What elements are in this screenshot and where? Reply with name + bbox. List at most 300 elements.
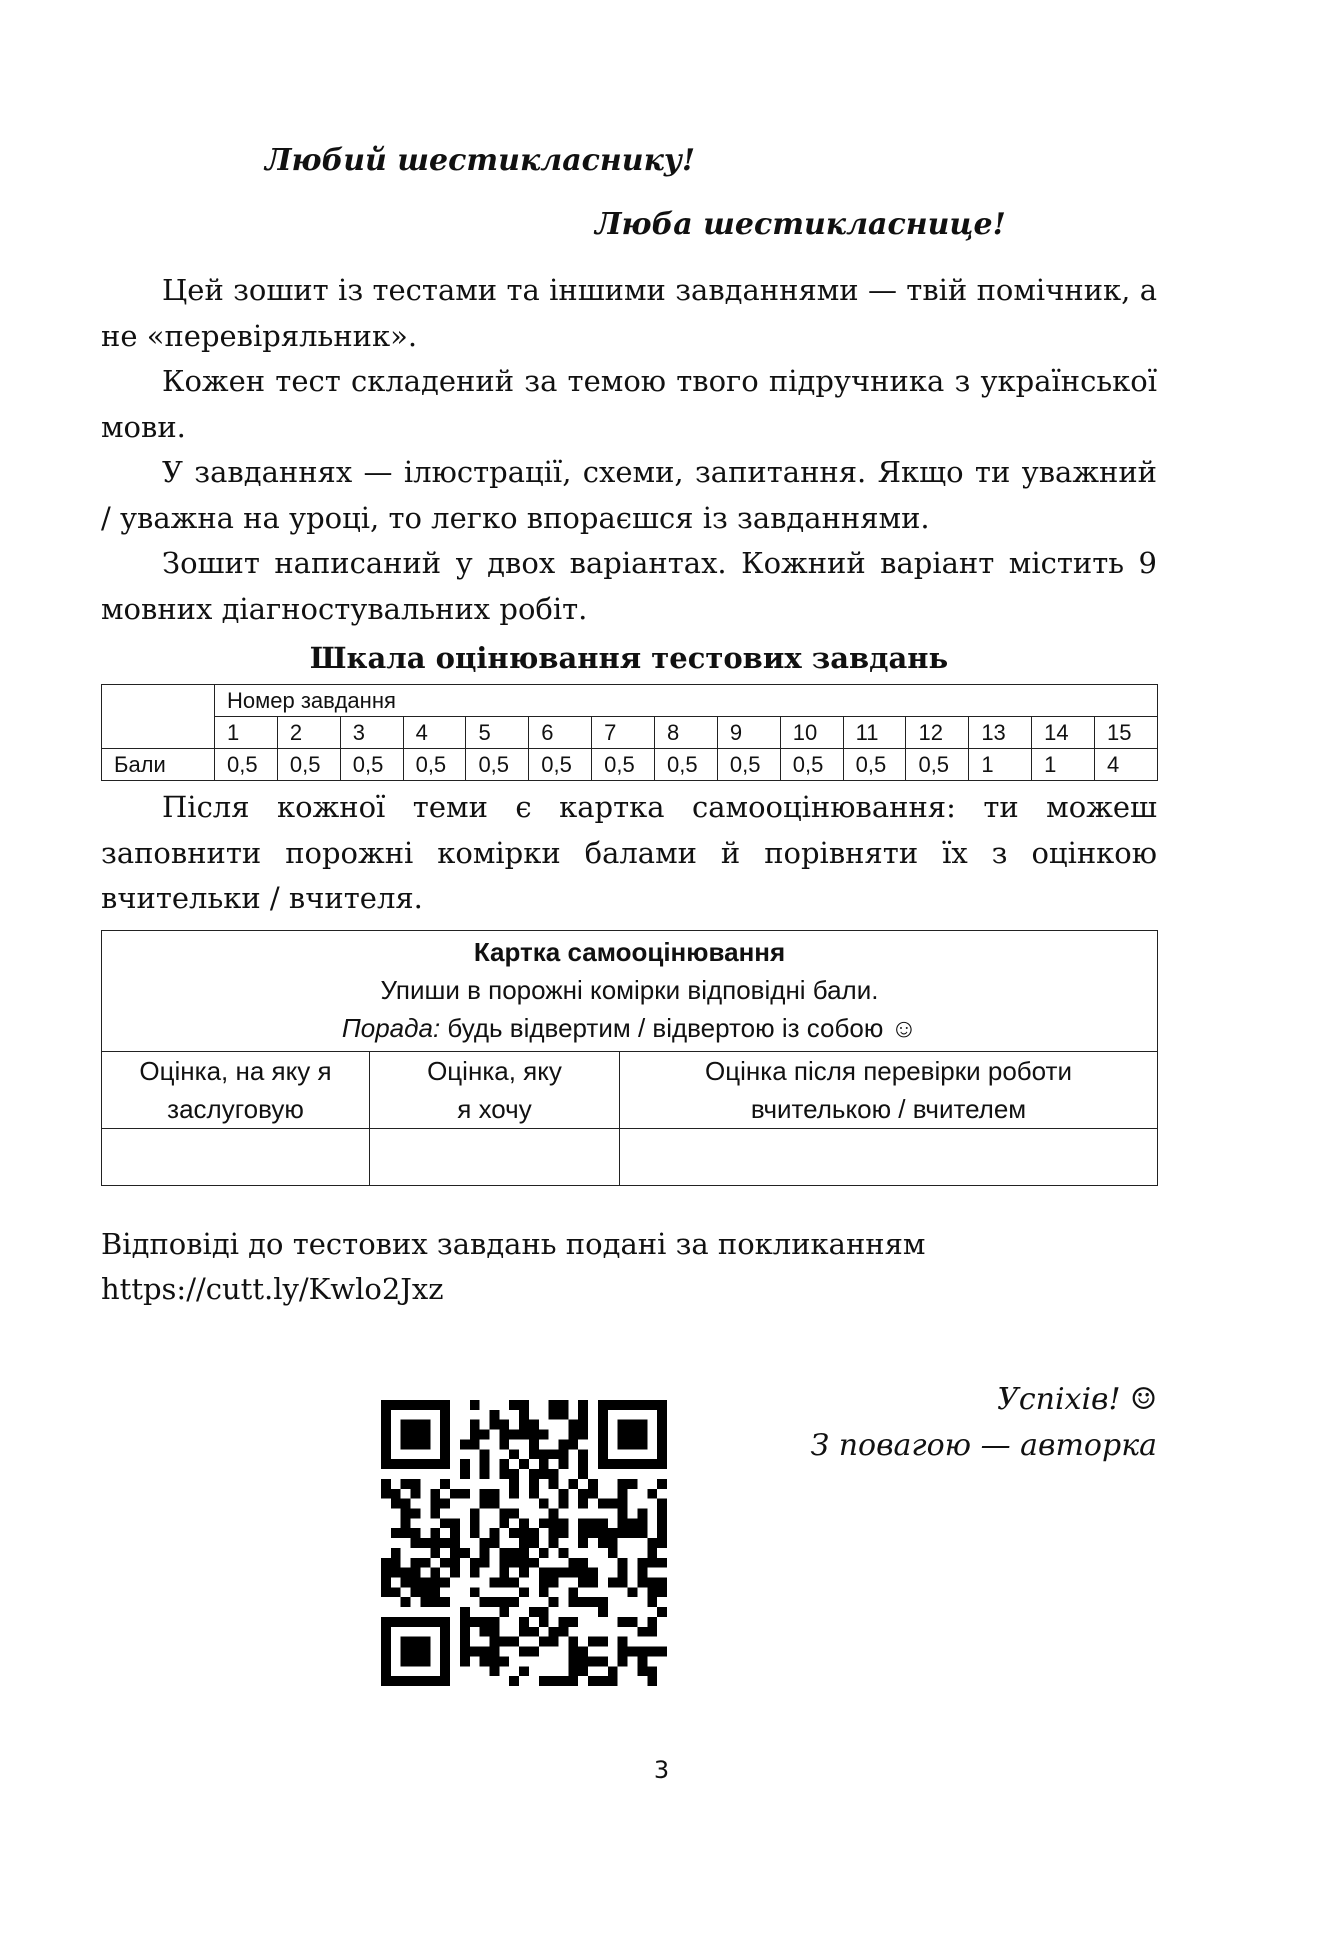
- column-deserved-grade-line2: заслуговую: [167, 1093, 304, 1124]
- greeting-girl: Люба шестикласнице!: [595, 207, 1006, 242]
- qr-module: [588, 1637, 598, 1647]
- qr-module: [657, 1499, 667, 1509]
- qr-module: [519, 1548, 529, 1558]
- qr-module: [549, 1508, 559, 1518]
- qr-module: [470, 1647, 480, 1657]
- answers-note: [101, 1222, 1157, 1312]
- qr-module: [411, 1538, 421, 1548]
- qr-module: [618, 1528, 628, 1538]
- qr-module: [460, 1548, 470, 1558]
- task-number-row: [102, 717, 1158, 749]
- qr-module: [628, 1420, 638, 1430]
- qr-module: [509, 1528, 519, 1538]
- qr-module: [440, 1479, 450, 1489]
- qr-module: [637, 1568, 647, 1578]
- task-number-cell: 7: [592, 717, 655, 749]
- qr-module: [647, 1489, 657, 1499]
- qr-module: [420, 1597, 430, 1607]
- qr-module: [480, 1449, 490, 1459]
- page-number: 3: [653, 1756, 670, 1784]
- intro-paragraph-1: Цей зошит із тестами та іншими завданнями — твій помічник, а не «перевіряльник».: [101, 273, 1157, 353]
- qr-module: [450, 1518, 460, 1528]
- qr-module: [470, 1518, 480, 1528]
- qr-module: [618, 1647, 628, 1657]
- qr-module: [559, 1439, 569, 1449]
- qr-module: [430, 1459, 440, 1469]
- qr-module: [588, 1597, 598, 1607]
- qr-module: [420, 1439, 430, 1449]
- qr-module: [529, 1420, 539, 1430]
- qr-module: [578, 1597, 588, 1607]
- qr-module: [618, 1400, 628, 1410]
- qr-module: [568, 1439, 578, 1449]
- qr-module: [430, 1538, 440, 1548]
- column-teacher-grade: [620, 1051, 1158, 1128]
- qr-module: [568, 1666, 578, 1676]
- column-wanted-grade-line2: я хочу: [457, 1093, 532, 1124]
- qr-module: [637, 1508, 647, 1518]
- empty-cell-teacher[interactable]: [620, 1128, 1158, 1185]
- qr-module: [401, 1578, 411, 1588]
- qr-module: [647, 1459, 657, 1469]
- task-number-cell: 15: [1095, 717, 1158, 749]
- qr-module: [470, 1617, 480, 1627]
- qr-module: [470, 1558, 480, 1568]
- qr-module: [381, 1558, 391, 1568]
- column-deserved-grade: [102, 1051, 370, 1128]
- qr-module: [489, 1597, 499, 1607]
- qr-module: [647, 1627, 657, 1637]
- qr-module: [657, 1400, 667, 1410]
- qr-module: [578, 1469, 588, 1479]
- qr-module: [401, 1597, 411, 1607]
- qr-module: [420, 1656, 430, 1666]
- card-header: [102, 930, 1158, 1051]
- qr-module: [598, 1597, 608, 1607]
- qr-module: [401, 1459, 411, 1469]
- qr-module: [598, 1528, 608, 1538]
- qr-module: [450, 1568, 460, 1578]
- qr-module: [440, 1449, 450, 1459]
- qr-module: [499, 1548, 509, 1558]
- qr-module: [489, 1410, 499, 1420]
- qr-module: [647, 1400, 657, 1410]
- qr-module: [657, 1538, 667, 1548]
- qr-module: [440, 1410, 450, 1420]
- qr-module: [460, 1607, 470, 1617]
- qr-module: [539, 1499, 549, 1509]
- qr-module: [529, 1439, 539, 1449]
- signoff-author: З повагою — авторка: [810, 1428, 1157, 1463]
- qr-module: [391, 1676, 401, 1686]
- qr-module: [509, 1637, 519, 1647]
- qr-module: [401, 1568, 411, 1578]
- qr-module: [401, 1508, 411, 1518]
- qr-module: [657, 1578, 667, 1588]
- qr-module: [430, 1597, 440, 1607]
- qr-module: [637, 1666, 647, 1676]
- qr-module: [539, 1469, 549, 1479]
- qr-module: [470, 1430, 480, 1440]
- qr-module: [480, 1538, 490, 1548]
- qr-module: [549, 1449, 559, 1459]
- qr-module: [509, 1400, 519, 1410]
- qr-module: [509, 1676, 519, 1686]
- qr-module: [559, 1400, 569, 1410]
- intro-paragraph-2: Кожен тест складений за темою твого підручника з української мови.: [101, 364, 1157, 444]
- qr-module: [411, 1656, 421, 1666]
- points-cell: 0,5: [780, 749, 843, 781]
- qr-module: [509, 1508, 519, 1518]
- qr-module: [499, 1578, 509, 1588]
- qr-module: [420, 1558, 430, 1568]
- answers-text: Відповіді до тестових завдань подані за покликанням: [101, 1226, 926, 1261]
- qr-module: [499, 1430, 509, 1440]
- qr-module: [598, 1656, 608, 1666]
- qr-module: [568, 1568, 578, 1578]
- empty-cell-deserved[interactable]: [102, 1128, 370, 1185]
- qr-module: [391, 1528, 401, 1538]
- qr-module: [519, 1400, 529, 1410]
- qr-module: [420, 1430, 430, 1440]
- intro-paragraph-3: У завданнях — ілюстрації, схеми, запитання. Якщо ти уважний / уважна на уроці, то легко впораєшся із завданнями.: [101, 455, 1157, 535]
- task-number-cell: 6: [529, 717, 592, 749]
- qr-module: [460, 1459, 470, 1469]
- qr-module: [647, 1666, 657, 1676]
- qr-module: [657, 1420, 667, 1430]
- card-advice-label: Порада:: [341, 1012, 441, 1043]
- qr-module: [559, 1627, 569, 1637]
- points-row-label: Бали: [102, 749, 215, 781]
- empty-cell-wanted[interactable]: [370, 1128, 620, 1185]
- qr-module: [509, 1558, 519, 1568]
- points-cell: 0,5: [529, 749, 592, 781]
- qr-module: [489, 1499, 499, 1509]
- qr-module: [559, 1617, 569, 1627]
- qr-module: [381, 1449, 391, 1459]
- qr-module: [470, 1439, 480, 1449]
- qr-module: [529, 1558, 539, 1568]
- qr-module: [489, 1578, 499, 1588]
- qr-module: [499, 1518, 509, 1528]
- points-cell: 0,5: [655, 749, 718, 781]
- qr-module: [460, 1469, 470, 1479]
- qr-module: [489, 1528, 499, 1538]
- qr-module: [568, 1430, 578, 1440]
- qr-module: [529, 1647, 539, 1657]
- qr-module: [598, 1538, 608, 1548]
- qr-module: [391, 1459, 401, 1469]
- qr-module: [401, 1637, 411, 1647]
- qr-module: [588, 1489, 598, 1499]
- qr-module: [499, 1420, 509, 1430]
- qr-module: [637, 1439, 647, 1449]
- qr-module: [440, 1666, 450, 1676]
- qr-module: [480, 1430, 490, 1440]
- qr-module: [549, 1528, 559, 1538]
- qr-module: [559, 1410, 569, 1420]
- qr-module: [509, 1469, 519, 1479]
- qr-module: [411, 1637, 421, 1647]
- qr-module: [499, 1607, 509, 1617]
- qr-module: [539, 1578, 549, 1588]
- qr-module: [568, 1587, 578, 1597]
- qr-module: [657, 1449, 667, 1459]
- qr-module: [499, 1656, 509, 1666]
- self-assessment-card: [101, 930, 1158, 1186]
- qr-module: [608, 1459, 618, 1469]
- qr-module: [401, 1528, 411, 1538]
- qr-module: [450, 1489, 460, 1499]
- qr-module: [401, 1647, 411, 1657]
- qr-module: [559, 1449, 569, 1459]
- qr-module: [559, 1568, 569, 1578]
- qr-module: [420, 1637, 430, 1647]
- qr-module: [608, 1548, 618, 1558]
- qr-module: [647, 1587, 657, 1597]
- qr-module: [578, 1430, 588, 1440]
- qr-module: [470, 1508, 480, 1518]
- qr-module: [519, 1558, 529, 1568]
- qr-module: [637, 1420, 647, 1430]
- qr-module: [618, 1518, 628, 1528]
- qr-module: [460, 1656, 470, 1666]
- qr-module: [549, 1518, 559, 1528]
- qr-module: [430, 1676, 440, 1686]
- qr-module: [411, 1528, 421, 1538]
- qr-module: [420, 1400, 430, 1410]
- qr-code-icon[interactable]: [381, 1400, 667, 1686]
- qr-module: [509, 1479, 519, 1489]
- qr-module: [618, 1617, 628, 1627]
- qr-module: [608, 1538, 618, 1548]
- qr-module: [470, 1568, 480, 1578]
- qr-module: [480, 1499, 490, 1509]
- qr-module: [539, 1607, 549, 1617]
- qr-module: [549, 1578, 559, 1588]
- qr-module: [578, 1410, 588, 1420]
- qr-module: [440, 1656, 450, 1666]
- qr-module: [420, 1420, 430, 1430]
- qr-module: [578, 1558, 588, 1568]
- qr-module: [539, 1568, 549, 1578]
- qr-module: [401, 1479, 411, 1489]
- qr-module: [519, 1666, 529, 1676]
- qr-module: [391, 1617, 401, 1627]
- qr-module: [411, 1430, 421, 1440]
- qr-module: [489, 1637, 499, 1647]
- qr-module: [598, 1518, 608, 1528]
- qr-module: [460, 1627, 470, 1637]
- qr-module: [637, 1528, 647, 1538]
- qr-module: [618, 1430, 628, 1440]
- qr-module: [460, 1489, 470, 1499]
- qr-module: [539, 1617, 549, 1627]
- qr-module: [657, 1508, 667, 1518]
- qr-module: [401, 1400, 411, 1410]
- task-number-cell: 8: [655, 717, 718, 749]
- qr-module: [381, 1637, 391, 1647]
- qr-module: [470, 1528, 480, 1538]
- qr-module: [411, 1558, 421, 1568]
- qr-module: [618, 1459, 628, 1469]
- qr-module: [637, 1647, 647, 1657]
- qr-module: [430, 1528, 440, 1538]
- qr-module: [568, 1558, 578, 1568]
- qr-module: [628, 1479, 638, 1489]
- qr-module: [568, 1597, 578, 1607]
- qr-module: [608, 1528, 618, 1538]
- qr-module: [568, 1656, 578, 1666]
- qr-module: [578, 1656, 588, 1666]
- points-cell: 0,5: [215, 749, 278, 781]
- qr-module: [618, 1637, 628, 1647]
- qr-module: [460, 1637, 470, 1647]
- qr-module: [440, 1499, 450, 1509]
- qr-module: [489, 1656, 499, 1666]
- qr-module: [598, 1449, 608, 1459]
- qr-module: [657, 1410, 667, 1420]
- qr-module: [470, 1420, 480, 1430]
- qr-module: [568, 1479, 578, 1489]
- qr-module: [450, 1548, 460, 1558]
- qr-module: [559, 1518, 569, 1528]
- qr-module: [509, 1548, 519, 1558]
- qr-module: [519, 1420, 529, 1430]
- qr-module: [499, 1637, 509, 1647]
- qr-module: [598, 1499, 608, 1509]
- qr-module: [411, 1676, 421, 1686]
- qr-module: [637, 1518, 647, 1528]
- qr-module: [628, 1518, 638, 1528]
- qr-module: [430, 1489, 440, 1499]
- qr-module: [529, 1449, 539, 1459]
- qr-module: [568, 1637, 578, 1647]
- qr-module: [450, 1538, 460, 1548]
- qr-module: [647, 1548, 657, 1558]
- points-cell: 0,5: [340, 749, 403, 781]
- qr-module: [529, 1528, 539, 1538]
- task-number-cell: 10: [780, 717, 843, 749]
- qr-module: [598, 1430, 608, 1440]
- qr-module: [381, 1459, 391, 1469]
- qr-module: [391, 1568, 401, 1578]
- qr-module: [578, 1518, 588, 1528]
- qr-module: [519, 1459, 529, 1469]
- qr-module: [391, 1558, 401, 1568]
- points-cell: 4: [1095, 749, 1158, 781]
- qr-module: [509, 1430, 519, 1440]
- qr-module: [559, 1499, 569, 1509]
- qr-module: [618, 1568, 628, 1578]
- qr-module: [578, 1538, 588, 1548]
- qr-module: [657, 1528, 667, 1538]
- card-advice: [110, 1009, 1149, 1047]
- qr-module: [480, 1597, 490, 1607]
- answers-link[interactable]: https://cutt.ly/Kwlo2Jxz: [101, 1271, 444, 1306]
- qr-module: [499, 1439, 509, 1449]
- qr-module: [430, 1499, 440, 1509]
- qr-module: [430, 1617, 440, 1627]
- qr-module: [440, 1578, 450, 1588]
- qr-module: [549, 1627, 559, 1637]
- qr-module: [489, 1489, 499, 1499]
- card-title: Картка самооцінювання: [473, 936, 786, 967]
- qr-module: [628, 1647, 638, 1657]
- qr-module: [440, 1518, 450, 1528]
- qr-module: [489, 1420, 499, 1430]
- qr-module: [519, 1518, 529, 1528]
- qr-module: [440, 1637, 450, 1647]
- task-number-cell: 11: [843, 717, 906, 749]
- qr-module: [598, 1676, 608, 1686]
- qr-module: [450, 1558, 460, 1568]
- qr-module: [381, 1430, 391, 1440]
- qr-module: [549, 1676, 559, 1686]
- qr-module: [381, 1656, 391, 1666]
- qr-module: [391, 1548, 401, 1558]
- qr-module: [588, 1578, 598, 1588]
- qr-module: [578, 1420, 588, 1430]
- qr-module: [578, 1647, 588, 1657]
- qr-module: [411, 1459, 421, 1469]
- qr-module: [578, 1449, 588, 1459]
- qr-module: [440, 1647, 450, 1657]
- qr-module: [509, 1597, 519, 1607]
- qr-module: [588, 1656, 598, 1666]
- main-content: [101, 268, 1157, 1312]
- qr-module: [519, 1587, 529, 1597]
- qr-module: [519, 1617, 529, 1627]
- qr-module: [618, 1656, 628, 1666]
- qr-module: [637, 1656, 647, 1666]
- qr-module: [549, 1637, 559, 1647]
- qr-module: [568, 1420, 578, 1430]
- qr-module: [411, 1400, 421, 1410]
- qr-module: [381, 1568, 391, 1578]
- qr-module: [480, 1469, 490, 1479]
- qr-module: [489, 1538, 499, 1548]
- qr-module: [519, 1528, 529, 1538]
- qr-module: [608, 1676, 618, 1686]
- qr-module: [401, 1420, 411, 1430]
- qr-module: [588, 1528, 598, 1538]
- qr-module: [559, 1676, 569, 1686]
- qr-module: [647, 1617, 657, 1627]
- task-number-cell: 5: [466, 717, 529, 749]
- qr-module: [401, 1430, 411, 1440]
- qr-module: [411, 1617, 421, 1627]
- task-number-cell: 3: [340, 717, 403, 749]
- qr-module: [549, 1479, 559, 1489]
- qr-module: [608, 1400, 618, 1410]
- qr-module: [549, 1410, 559, 1420]
- qr-module: [588, 1568, 598, 1578]
- qr-module: [647, 1538, 657, 1548]
- qr-module: [440, 1676, 450, 1686]
- qr-module: [499, 1568, 509, 1578]
- qr-module: [381, 1439, 391, 1449]
- qr-module: [401, 1656, 411, 1666]
- qr-module: [647, 1676, 657, 1686]
- qr-module: [411, 1420, 421, 1430]
- qr-module: [628, 1439, 638, 1449]
- qr-module: [391, 1489, 401, 1499]
- qr-module: [568, 1647, 578, 1657]
- qr-module: [628, 1459, 638, 1469]
- qr-module: [588, 1676, 598, 1686]
- qr-module: [440, 1558, 450, 1568]
